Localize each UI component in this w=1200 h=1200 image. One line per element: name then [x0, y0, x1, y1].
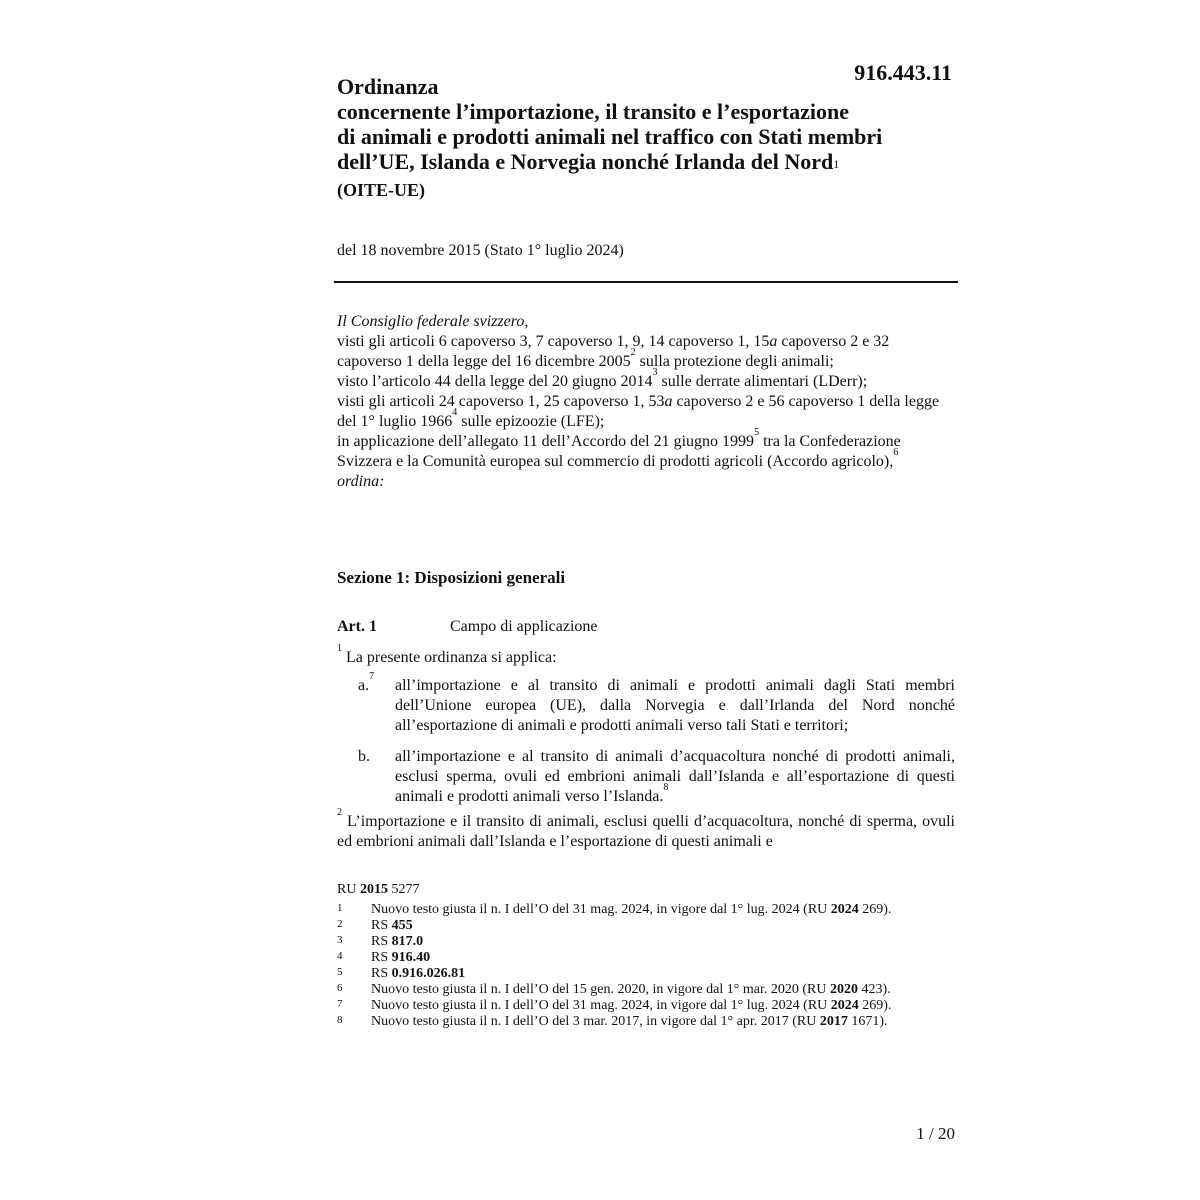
decree: ordina:	[337, 473, 385, 490]
title-line: concernente l’importazione, il transito e l’esportazione	[337, 99, 849, 124]
ru-prefix: RU	[337, 882, 360, 897]
ru-year: 2015	[359, 882, 388, 897]
fn-text: RS	[371, 918, 392, 933]
ru-reference	[337, 882, 419, 898]
fn-text: RS	[371, 950, 392, 965]
clause-text: sulle derrate alimentari (LDerr);	[657, 373, 868, 390]
footnote-ref[interactable]: 5	[754, 427, 760, 438]
paragraph-marker: 1	[337, 643, 342, 654]
footnote-number: 5	[337, 966, 343, 978]
paragraph	[337, 807, 955, 852]
footnote	[337, 918, 897, 934]
footnote-ref[interactable]: 3	[652, 367, 658, 378]
document-date: del 18 novembre 2015 (Stato 1° luglio 2024)	[337, 242, 624, 259]
clause-text: visti gli articoli 6 capoverso 3, 7 capoverso 1, 9, 14 capoverso 1, 15	[337, 333, 770, 350]
fn-bold: 2017	[819, 1014, 848, 1029]
footnote-number: 1	[337, 902, 343, 914]
list-item	[358, 747, 955, 807]
ru-page: 5277	[387, 882, 420, 897]
paragraph	[337, 643, 957, 668]
preamble-clause	[337, 332, 957, 372]
footnote	[337, 902, 897, 918]
footnote-number: 4	[337, 950, 343, 962]
fn-bold: 916.40	[391, 950, 431, 965]
footnote-ref[interactable]: 4	[452, 407, 458, 418]
clause-text: a	[664, 393, 673, 410]
footnote-ref[interactable]: 1	[833, 157, 840, 171]
clause-text: sulle epizoozie (LFE);	[457, 413, 605, 430]
footnote-number: 7	[337, 998, 343, 1010]
footnote	[337, 998, 897, 1014]
footnote-text	[371, 934, 897, 950]
footnote-text	[371, 902, 897, 918]
footnote	[337, 966, 897, 982]
footnote-number: 2	[337, 918, 343, 930]
footnote-ref[interactable]: 6	[893, 447, 899, 458]
document-title	[337, 74, 977, 174]
fn-bold: 2020	[829, 982, 858, 997]
fn-text: RS	[371, 934, 392, 949]
footnote-text	[371, 950, 897, 966]
footnote-number: 6	[337, 982, 343, 994]
footnote	[337, 950, 897, 966]
item-text: all’importazione e al transito di animali e prodotti animali dagli Stati membri dell’Unione europea (UE), dalla Norvegia e dall’Irlanda del Nord nonché all’esportazione di animali e prodotti animali verso tali Stati e territori;	[395, 677, 955, 734]
fn-text: 269).	[858, 998, 892, 1013]
preamble	[337, 312, 957, 492]
title-line	[337, 149, 977, 174]
preamble-clause	[337, 427, 957, 472]
clause-text: visti gli articoli 24 capoverso 1, 25 capoverso 1, 53	[337, 393, 665, 410]
abbreviation: (OITE-UE)	[337, 180, 426, 200]
footnote	[337, 934, 897, 950]
clause-text: tra la Confederazione Svizzera e la Comunità europea sul commercio di prodotti agricoli (Accordo agricolo),	[337, 433, 901, 470]
paragraph-text: L’importazione e il transito di animali, esclusi quelli d’acquacoltura, nonché di sperma, ovuli ed embrioni animali dall’Islanda e l’esportazione di questi animali e	[337, 813, 955, 850]
clause-text: visto l’articolo 44 della legge del 20 giugno 2014	[337, 373, 653, 390]
section-heading: Sezione 1: Disposizioni generali	[337, 568, 566, 587]
footnote-number: 8	[337, 1014, 343, 1026]
article-heading	[337, 618, 598, 636]
fn-text: Nuovo testo giusta il n. I dell’O del 15 gen. 2020, in vigore dal 1° mar. 2020 (RU	[371, 982, 830, 997]
footnote-text	[371, 998, 897, 1014]
item-text-content: all’importazione e al transito di animali d’acquacoltura nonché di prodotti animali, esclusi sperma, ovuli ed embrioni animali dall’Islanda e all’esportazione di questi animali e prodotti animali verso l’Islanda.	[395, 748, 955, 805]
paragraph-text: La presente ordinanza si applica:	[342, 649, 557, 666]
clause-text: capoverso 2 e 56 capoverso 1 della legge del 1° luglio 1966	[337, 393, 940, 430]
clause-text: in applicazione dell’allegato 11 dell’Accordo del 21 giugno 1999	[337, 433, 755, 450]
title-line: di animali e prodotti animali nel traffico con Stati membri	[337, 124, 883, 149]
fn-bold: 2024	[830, 998, 859, 1013]
footnotes	[337, 902, 897, 1030]
preamble-clause	[337, 392, 957, 432]
fn-text: 423).	[857, 982, 891, 997]
footnote-text	[371, 918, 897, 934]
article-title: Campo di applicazione	[450, 618, 598, 635]
clause-text: a	[769, 333, 778, 350]
item-list	[358, 671, 955, 818]
item-text	[395, 747, 955, 807]
fn-text: 269).	[858, 902, 892, 917]
preamble-clause	[337, 367, 957, 392]
footnote-ref[interactable]: 7	[369, 671, 375, 682]
fn-text: Nuovo testo giusta il n. I dell’O del 31 mag. 2024, in vigore dal 1° lug. 2024 (RU	[371, 902, 831, 917]
footnote-ref[interactable]: 8	[663, 782, 669, 793]
paragraph-marker: 2	[337, 807, 342, 818]
footnote-text	[371, 982, 897, 998]
fn-bold: 817.0	[391, 934, 424, 949]
list-item	[358, 671, 955, 736]
clause-text: sulla protezione degli animali;	[635, 353, 834, 370]
clause-text: capoverso 2 e 32 capoverso 1 della legge del 16 dicembre 2005	[337, 333, 890, 370]
title-line-text: dell’UE, Islanda e Norvegia nonché Irlanda del Nord	[337, 149, 834, 174]
footnote-ref[interactable]: 2	[630, 347, 636, 358]
fn-text: Nuovo testo giusta il n. I dell’O del 31 mag. 2024, in vigore dal 1° lug. 2024 (RU	[371, 998, 831, 1013]
footnote-text	[371, 1014, 897, 1030]
divider	[334, 281, 958, 283]
fn-bold: 0.916.026.81	[391, 966, 466, 981]
item-label-text: a.	[358, 677, 370, 694]
issuer: Il Consiglio federale svizzero,	[337, 313, 529, 330]
fn-bold: 2024	[830, 902, 859, 917]
footnote-number: 3	[337, 934, 343, 946]
fn-text: RS	[371, 966, 392, 981]
fn-text: Nuovo testo giusta il n. I dell’O del 3 mar. 2017, in vigore dal 1° apr. 2017 (RU	[371, 1014, 820, 1029]
footnote-text	[371, 966, 897, 982]
item-label: b.	[358, 748, 370, 765]
footnote	[337, 1014, 897, 1030]
fn-bold: 455	[391, 918, 413, 933]
item-label	[358, 671, 395, 736]
fn-text: 1671).	[847, 1014, 888, 1029]
page-number: 1 / 20	[916, 1124, 955, 1143]
article-number: Art. 1	[337, 618, 377, 635]
title-line: Ordinanza	[337, 74, 439, 99]
sr-number: 916.443.11	[854, 60, 952, 85]
footnote	[337, 982, 897, 998]
